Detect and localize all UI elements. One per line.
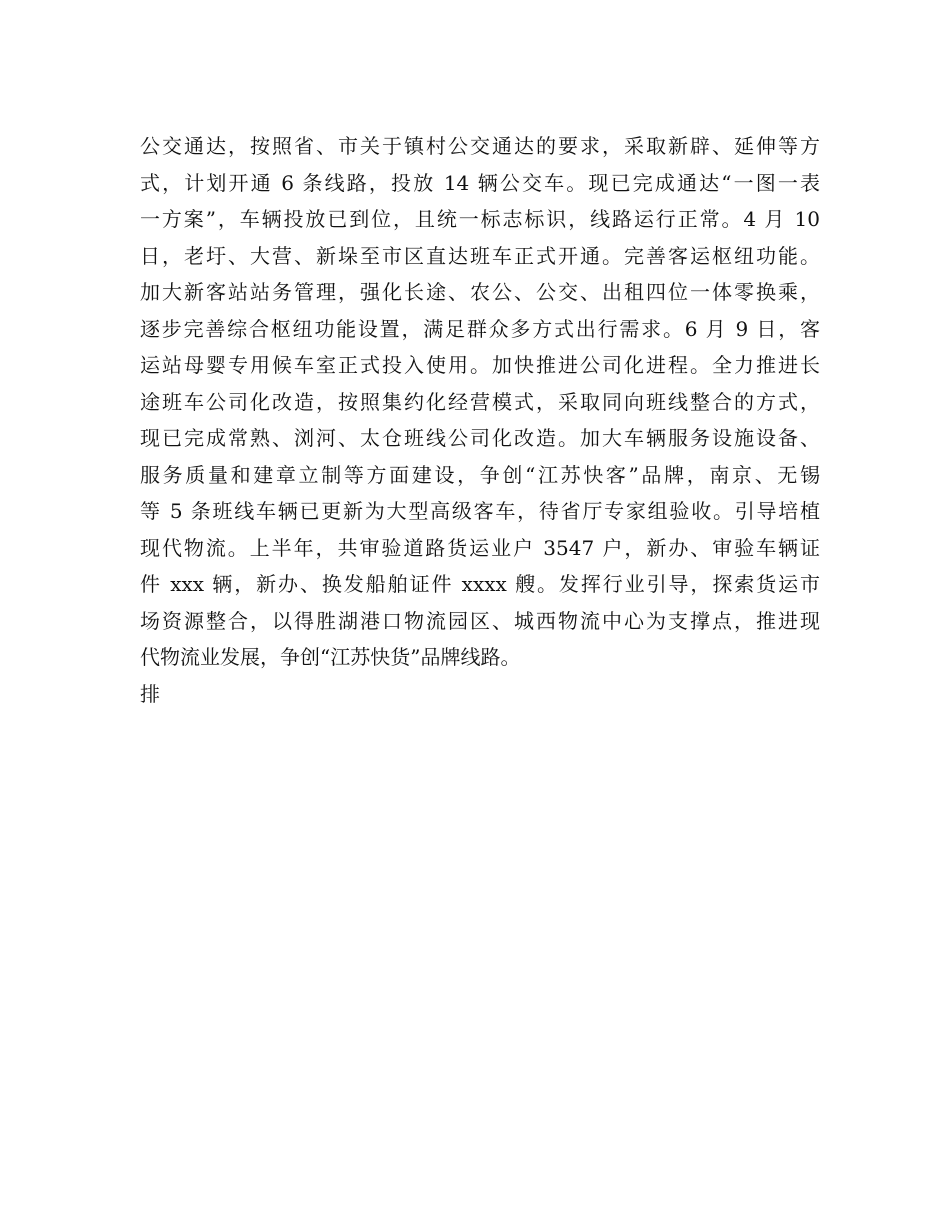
text-line: 场资源整合，以得胜湖港口物流园区、城西物流中心为支撑点，推进现 <box>140 608 820 633</box>
text-line: 公交通达，按照省、市关于镇村公交通达的要求，采取新辟、延伸等方 <box>140 134 820 158</box>
text-line: 现已完成常熟、浏河、太仓班线公司化改造。加大车辆服务设施设备、 <box>140 426 820 450</box>
text-line: 运站母婴专用候车室正式投入使用。加快推进公司化进程。全力推进长 <box>140 353 820 377</box>
text-line: 等 5 条班线车辆已更新为大型高级客车，待省厅专家组验收。引导培植 <box>140 499 820 523</box>
text-line: 现代物流。上半年，共审验道路货运业户 3547 户，新办、审验车辆证 <box>140 535 820 560</box>
heading-fragment: 排 <box>140 681 160 706</box>
text-line: 件 xxx 辆，新办、换发船舶证件 xxxx 艘。发挥行业引导，探索货运市 <box>140 572 820 596</box>
text-line: 加大新客站站务管理，强化长途、农公、公交、出租四位一体零换乘， <box>140 280 820 304</box>
text-line: 一方案”，车辆投放已到位，且统一标志标识，线路运行正常。4 月 10 <box>140 207 820 231</box>
text-line: 逐步完善综合枢纽功能设置，满足群众多方式出行需求。6 月 9 日，客 <box>140 316 820 341</box>
text-line: 式，计划开通 6 条线路，投放 14 辆公交车。现已完成通达“一图一表 <box>140 170 820 195</box>
text-line: 服务质量和建章立制等方面建设，争创“江苏快客”品牌，南京、无锡 <box>140 462 820 487</box>
body-paragraph <box>140 128 820 712</box>
text-line: 途班车公司化改造，按照集约化经营模式，采取同向班线整合的方式， <box>140 389 820 414</box>
text-line: 代物流业发展，争创“江苏快货”品牌线路。 <box>140 645 521 669</box>
text-line: 日，老圩、大营、新垛至市区直达班车正式开通。完善客运枢纽功能。 <box>140 243 820 268</box>
